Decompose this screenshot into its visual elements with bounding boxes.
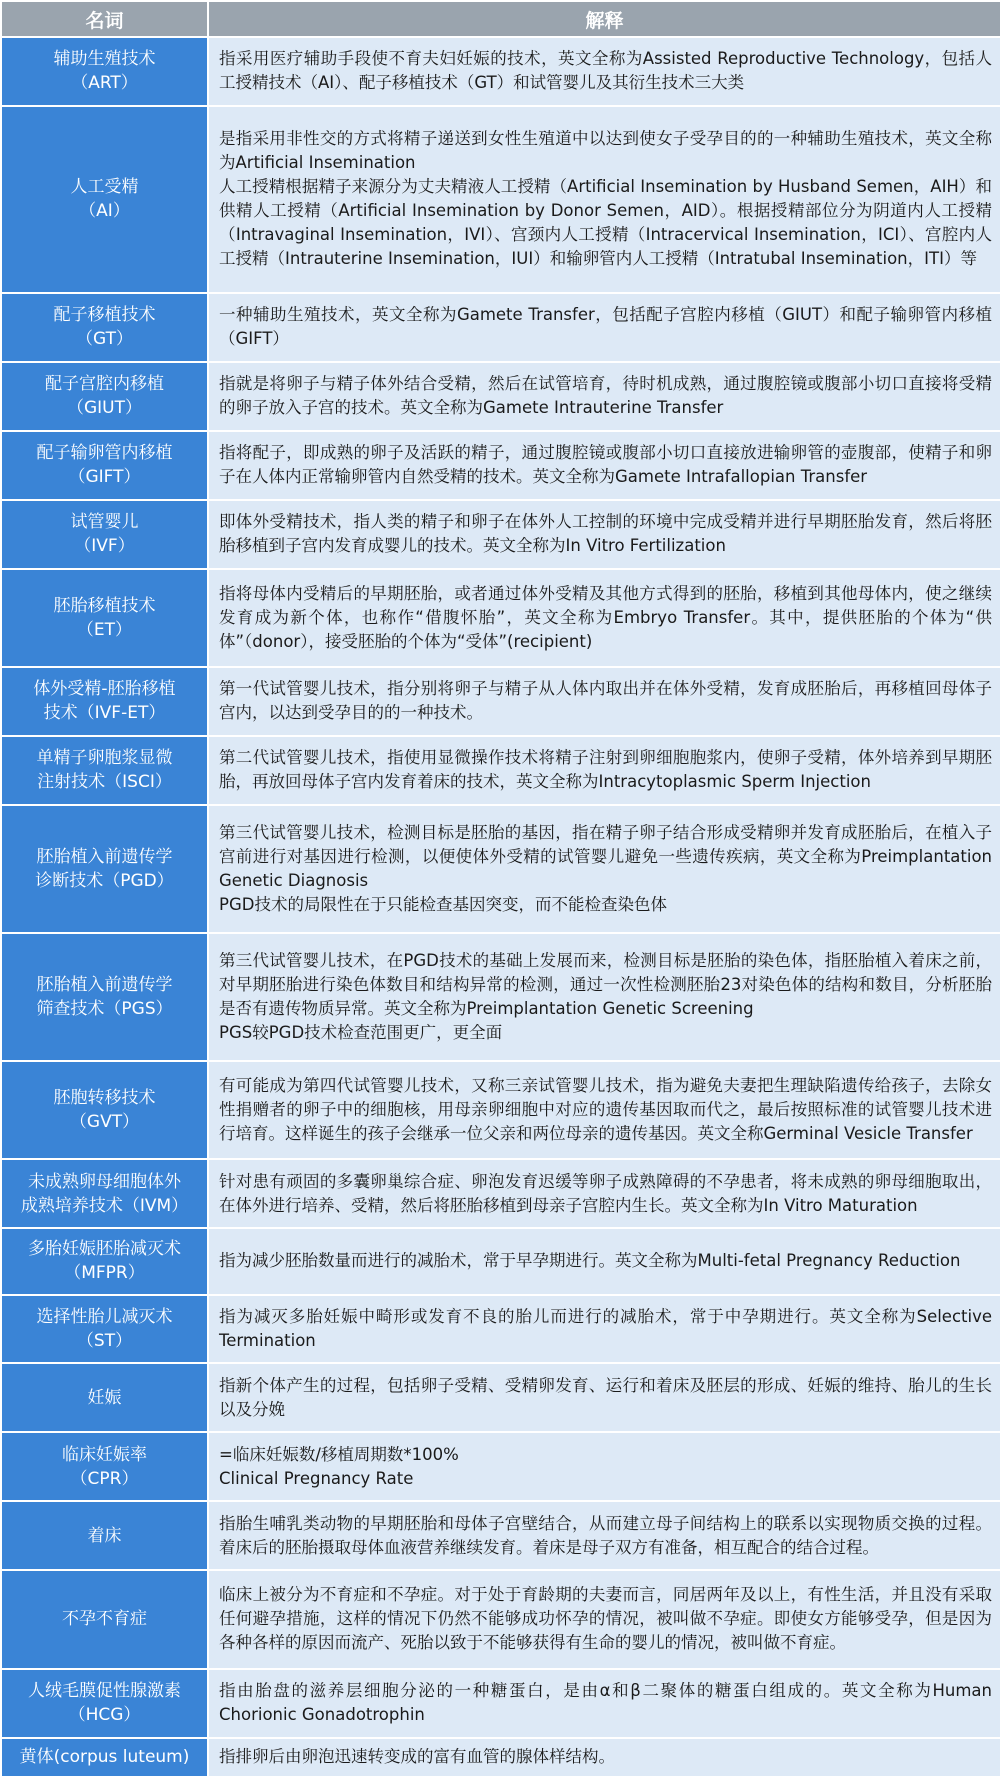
definition-text: 指将配子，即成熟的卵子及活跃的精子，通过腹腔镜或腹部小切口直接放进输卵管的壶腹部，使精子和卵子在人体内正常输卵管内自然受精的技术。英文全称为Gamete Intrafallopian Transfer	[219, 443, 992, 487]
definition-text: PGD技术的局限性在于只能检查基因突变，而不能检查染色体	[219, 894, 667, 914]
definition-text: 一种辅助生殖技术，英文全称为Gamete Transfer，包括配子宫腔内移植（GIUT）和配子输卵管内移植（GIFT）	[219, 305, 992, 349]
definition-text: 指就是将卵子与精子体外结合受精，然后在试管培育，待时机成熟，通过腹腔镜或腹部小切口直接将受精的卵子放入子宫的技术。英文全称为Gamete Intrauterine Transfer	[219, 374, 992, 418]
term-abbreviation: （ART）	[71, 73, 138, 94]
definition-text: 即体外受精技术，指人类的精子和卵子在体外人工控制的环境中完成受精并进行早期胚胎发育，然后将胚胎移植到子宫内发育成婴儿的技术。英文全称为In Vitro Fertilization	[219, 512, 992, 556]
term-cell	[1, 106, 208, 293]
table-row	[1, 1363, 1000, 1432]
table-row	[1, 1669, 1000, 1738]
definition-cell	[208, 1501, 1000, 1570]
definition-text: 指为减少胚胎数量而进行的减胎术，常于早孕期进行。英文全称为Multi-fetal Pregnancy Reduction	[219, 1251, 961, 1271]
definition-cell	[208, 1570, 1000, 1668]
term-abbreviation: （MFPR）	[64, 1263, 145, 1284]
term-cell	[1, 1295, 208, 1364]
term-cell	[1, 500, 208, 569]
definition-cell	[208, 1228, 1000, 1294]
term-name: 人工受精	[70, 177, 139, 198]
term-abbreviation: 成熟培养技术（IVM）	[20, 1195, 189, 1216]
definition-text: 指由胎盘的滋养层细胞分泌的一种糖蛋白，是由α和β二聚体的糖蛋白组成的。英文全称为Human Chorionic Gonadotrophin	[219, 1681, 992, 1725]
term-name: 未成熟卵母细胞体外	[28, 1171, 181, 1192]
definition-cell	[208, 1669, 1000, 1738]
definition-text: 指采用医疗辅助手段使不育夫妇妊娠的技术，英文全称为Assisted Reproductive Technology，包括人工授精技术（AI）、配子移植技术（GT）和试管婴儿及其衍生技术三大类	[219, 49, 992, 93]
definition-text: =临床妊娠数/移植周期数*100%	[219, 1444, 459, 1464]
definition-cell	[208, 37, 1000, 106]
term-cell	[1, 1159, 208, 1228]
definition-cell	[208, 1295, 1000, 1364]
definition-text: 第二代试管婴儿技术，指使用显微操作技术将精子注射到卵细胞胞浆内，使卵子受精，体外培养到早期胚胎，再放回母体子宫内发育着床的技术，英文全称为Intracytoplasmic Sperm Injection	[219, 748, 992, 792]
term-cell	[1, 933, 208, 1061]
table-row	[1, 362, 1000, 431]
term-cell	[1, 1061, 208, 1159]
term-abbreviation: 注射技术（ISCI）	[37, 772, 172, 793]
term-cell	[1, 569, 208, 667]
definition-text: PGS较PGD技术检查范围更广，更全面	[219, 1022, 503, 1042]
glossary-rows	[1, 37, 1000, 1777]
definition-cell	[208, 1159, 1000, 1228]
definition-cell	[208, 805, 1000, 933]
term-name: 黄体(corpus luteum)	[19, 1747, 190, 1768]
table-row	[1, 1501, 1000, 1570]
table-row	[1, 805, 1000, 933]
definition-column-header: 解释	[208, 1, 1000, 37]
term-abbreviation: （CPR）	[70, 1468, 139, 1489]
definition-cell	[208, 1738, 1000, 1778]
term-cell	[1, 1432, 208, 1501]
definition-cell	[208, 293, 1000, 362]
term-abbreviation: （AI）	[79, 201, 130, 222]
definition-text: Clinical Pregnancy Rate	[219, 1468, 414, 1488]
term-abbreviation: （HCG）	[68, 1705, 141, 1726]
term-name: 配子宫腔内移植	[45, 374, 164, 395]
definition-cell	[208, 933, 1000, 1061]
term-cell	[1, 736, 208, 805]
term-abbreviation: （IVF）	[74, 536, 135, 557]
term-cell	[1, 1570, 208, 1668]
term-name: 胚胞转移技术	[53, 1087, 156, 1108]
definition-cell	[208, 1363, 1000, 1432]
definition-text: 针对患有顽固的多囊卵巢综合症、卵泡发育迟缓等卵子成熟障碍的不孕患者，将未成熟的卵母细胞取出，在体外进行培养、受精，然后将胚胎移植到母亲子宫腔内生长。英文全称为In Vitro Maturation	[219, 1171, 992, 1215]
definition-text: 指排卵后由卵泡迅速转变成的富有血管的腺体样结构。	[219, 1747, 615, 1767]
term-cell	[1, 667, 208, 736]
definition-text: 是指采用非性交的方式将精子递送到女性生殖道中以达到使女子受孕目的的一种辅助生殖技术，英文全称为Artificial Insemination	[219, 129, 992, 173]
term-abbreviation: （ET）	[76, 619, 133, 640]
term-name: 不孕不育症	[62, 1609, 147, 1630]
term-abbreviation: （GIFT）	[68, 467, 141, 488]
definition-text: 指新个体产生的过程，包括卵子受精、受精卵发育、运行和着床及胚层的形成、妊娠的维持、胎儿的生长以及分娩	[219, 1375, 992, 1419]
table-row	[1, 933, 1000, 1061]
term-cell	[1, 293, 208, 362]
definition-text: 有可能成为第四代试管婴儿技术，又称三亲试管婴儿技术，指为避免夫妻把生理缺陷遗传给孩子，去除女性捐赠者的卵子中的细胞核，用母亲卵细胞中对应的遗传基因取而代之，最后按照标准的试管婴儿技术进行培育。这样诞生的孩子会继承一位父亲和两位母亲的遗传基因。英文全称Germinal Vesicle Transfer	[219, 1075, 992, 1143]
term-name: 配子输卵管内移植	[36, 443, 173, 464]
term-abbreviation: 筛查技术（PGS）	[36, 998, 173, 1019]
table-row	[1, 1159, 1000, 1228]
table-row	[1, 293, 1000, 362]
definition-cell	[208, 1432, 1000, 1501]
definition-text: 临床上被分为不育症和不孕症。对于处于育龄期的夫妻而言，同居两年及以上，有性生活，并且没有采取任何避孕措施，这样的情况下仍然不能够成功怀孕的情况，被叫做不孕症。即使女方能够受孕，但是因为各种各样的原因而流产、死胎以致于不能够获得有生命的婴儿的情况，被叫做不育症。	[219, 1585, 992, 1653]
term-abbreviation: 诊断技术（PGD）	[35, 870, 174, 891]
definition-text: 第三代试管婴儿技术，检测目标是胚胎的基因，指在精子卵子结合形成受精卵并发育成胚胎后，在植入子宫前进行对基因进行检测，以便使体外受精的试管婴儿避免一些遗传疾病，英文全称为Preimplantation Genetic Diagnosis	[219, 822, 992, 890]
term-cell	[1, 1228, 208, 1294]
term-cell	[1, 37, 208, 106]
term-name: 人绒毛膜促性腺激素	[28, 1681, 181, 1702]
term-abbreviation: （ST）	[76, 1330, 133, 1351]
definition-cell	[208, 569, 1000, 667]
definition-cell	[208, 1061, 1000, 1159]
term-name: 胚胎植入前遗传学	[36, 974, 173, 995]
term-name: 临床妊娠率	[62, 1444, 147, 1465]
definition-cell	[208, 736, 1000, 805]
header-row	[1, 1, 1000, 37]
table-row	[1, 1738, 1000, 1778]
term-cell	[1, 362, 208, 431]
table-row	[1, 1295, 1000, 1364]
table-row	[1, 1570, 1000, 1668]
definition-text: 指胎生哺乳类动物的早期胚胎和母体子宫壁结合，从而建立母子间结构上的联系以实现物质交换的过程。着床后的胚胎摄取母体血液营养继续发育。着床是母子双方有准备，相互配合的结合过程。	[219, 1513, 992, 1557]
term-cell	[1, 1669, 208, 1738]
term-cell	[1, 431, 208, 500]
table-row	[1, 431, 1000, 500]
term-abbreviation: （GT）	[76, 329, 133, 350]
table-row	[1, 1432, 1000, 1501]
term-column-header: 名词	[1, 1, 208, 37]
term-name: 单精子卵胞浆显微	[36, 748, 173, 769]
table-row	[1, 1228, 1000, 1294]
term-cell	[1, 1738, 208, 1778]
term-name: 多胎妊娠胚胎减灭术	[28, 1239, 181, 1260]
table-row	[1, 569, 1000, 667]
term-name: 胚胎植入前遗传学	[36, 846, 173, 867]
table-row	[1, 106, 1000, 293]
term-name: 胚胎移植技术	[53, 595, 156, 616]
term-cell	[1, 1363, 208, 1432]
definition-cell	[208, 431, 1000, 500]
term-cell	[1, 805, 208, 933]
definition-cell	[208, 500, 1000, 569]
term-abbreviation: 技术（IVF-ET）	[43, 703, 166, 724]
table-row	[1, 37, 1000, 106]
definition-text: 第一代试管婴儿技术，指分别将卵子与精子从人体内取出并在体外受精，发育成胚胎后，再移植回母体子宫内，以达到受孕目的的一种技术。	[219, 679, 992, 723]
term-abbreviation: （GIUT）	[66, 398, 142, 419]
definition-cell	[208, 667, 1000, 736]
table-row	[1, 1061, 1000, 1159]
table-row	[1, 736, 1000, 805]
definition-cell	[208, 362, 1000, 431]
term-name: 着床	[87, 1525, 122, 1546]
definition-text: 指将母体内受精后的早期胚胎，或者通过体外受精及其他方式得到的胚胎，移植到其他母体内，使之继续发育成为新个体，也称作“借腹怀胎”，英文全称为Embryo Transfer。其中，提供胚胎的个体为“供体”（donor），接受胚胎的个体为“受体”(recipient)	[219, 583, 992, 651]
definition-text: 人工授精根据精子来源分为丈夫精液人工授精（Artificial Insemination by Husband Semen，AIH）和供精人工授精（Artificial Insemination by Donor Semen，AID）。根据授精部位分为阴道内人工授精（Intravaginal Insemination，IVI）、宫颈内人工授精（Intracervical Insemination，ICI）、宫腔内人工授精（Intrauterine Insemination，IUI）和输卵管内人工授精（Intratubal Insemination，ITI）等	[219, 177, 992, 269]
definition-text: 指为减灭多胎妊娠中畸形或发育不良的胎儿而进行的减胎术，常于中孕期进行。英文全称为Selective Termination	[219, 1306, 992, 1350]
term-name: 选择性胎儿减灭术	[36, 1306, 173, 1327]
term-name: 试管婴儿	[70, 512, 139, 533]
term-name: 体外受精-胚胎移植	[33, 679, 176, 700]
table-row	[1, 667, 1000, 736]
table-row	[1, 500, 1000, 569]
definition-text: 第三代试管婴儿技术，在PGD技术的基础上发展而来，检测目标是胚胎的染色体，指胚胎植入着床之前，对早期胚胎进行染色体数目和结构异常的检测，通过一次性检测胚胎23对染色体的结构和数目，分析胚胎是否有遗传物质异常。英文全称为Preimplantation Genetic Screening	[219, 950, 992, 1018]
term-cell	[1, 1501, 208, 1570]
term-name: 配子移植技术	[53, 305, 156, 326]
term-name: 辅助生殖技术	[53, 49, 156, 70]
definition-cell	[208, 106, 1000, 293]
term-abbreviation: （GVT）	[69, 1111, 140, 1132]
term-name: 妊娠	[87, 1387, 122, 1408]
